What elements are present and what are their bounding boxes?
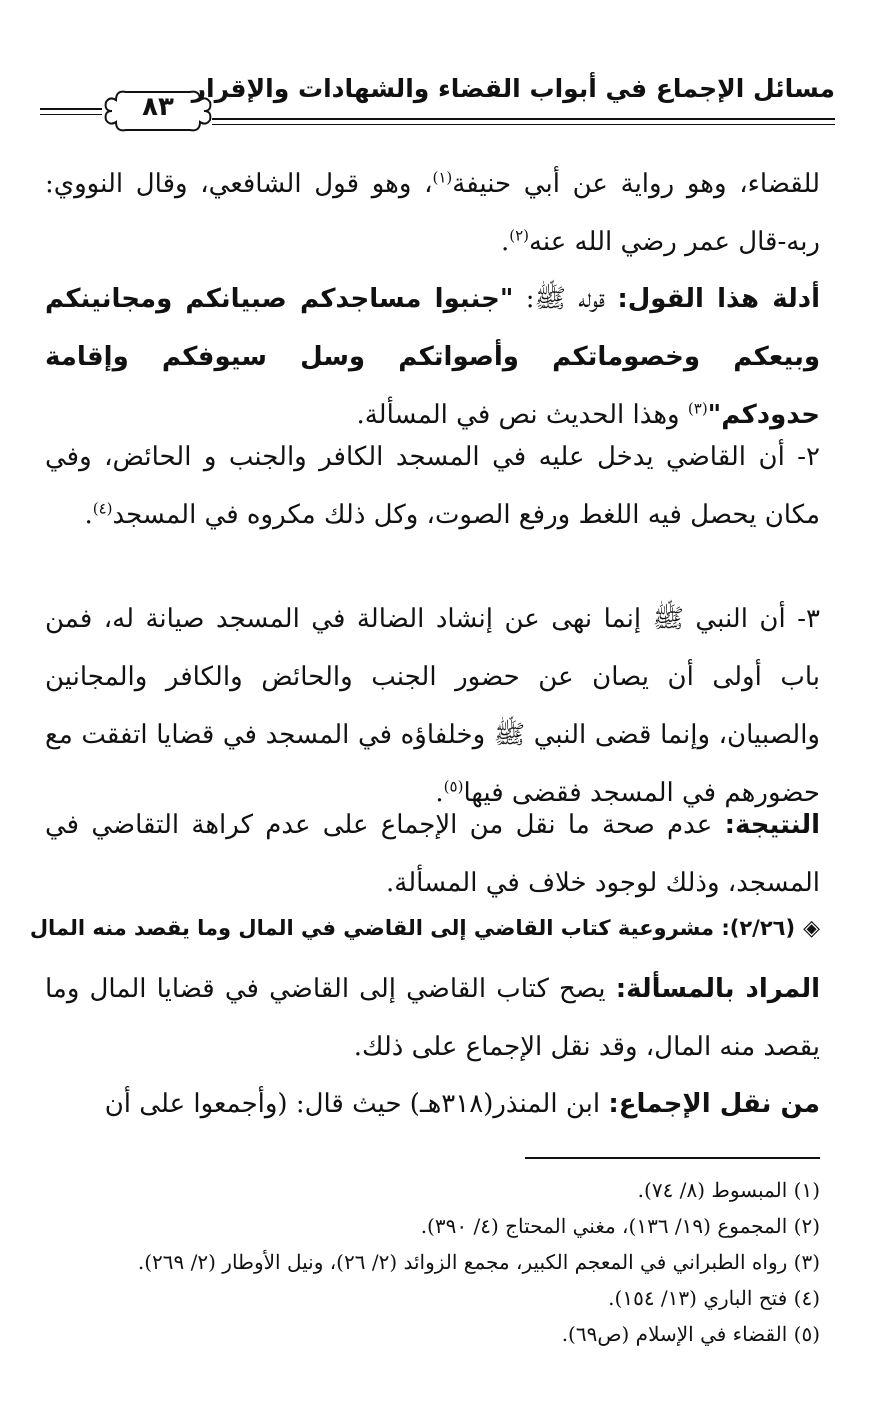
conclusion-label: النتيجة: bbox=[724, 810, 820, 840]
paragraph-continuation: للقضاء، وهو رواية عن أبي حنيفة$^{(١)}$، وهو قول الشافعي، وقال النووي: ربه-قال عمر رضي الله عنه$^{(٢)}$. bbox=[45, 168, 820, 257]
footnote-2: (٢) المجموع (١٩/ ١٣٦)، مغني المحتاج (٤/ ٣٩٠). bbox=[420, 1214, 820, 1238]
consensus-label: من نقل الإجماع: bbox=[608, 1089, 820, 1119]
evidence-label: أدلة هذا القول: bbox=[617, 284, 821, 314]
footnote-ref: (٥) bbox=[443, 777, 464, 796]
header-rule-left-top bbox=[40, 108, 102, 110]
paragraph-meaning: المراد بالمسألة: يصح كتاب القاضي إلى القاضي في قضايا المال وما يقصد منه المال، وقد نقل الإجماع على ذلك. bbox=[45, 974, 821, 1062]
header-rule-left-bottom bbox=[40, 114, 102, 115]
page-number-ornament bbox=[102, 86, 214, 136]
page-header bbox=[40, 70, 835, 150]
footnote-ref: (١) bbox=[432, 168, 453, 187]
paragraph-consensus-source: من نقل الإجماع: ابن المنذر(٣١٨هـ) حيث قال: (وأجمعوا على أن bbox=[104, 1089, 820, 1119]
footnote-1: (١) المبسوط (٨/ ٧٤). bbox=[637, 1178, 820, 1202]
header-rule-bottom bbox=[212, 124, 835, 125]
footnote-3: (٣) رواه الطبراني في المعجم الكبير، مجمع الزوائد (٢/ ٢٦)، ونيل الأوطار (٢/ ٢٦٩). bbox=[137, 1250, 820, 1274]
paragraph-point-3: ٣- أن النبي ﷺ إنما نهى عن إنشاد الضالة في المسجد صيانة له، فمن باب أولى أن يصان عن حضور الجنب والحائض والكافر والمجانين والصبيان، وإنما قضى النبي ﷺ وخلفاؤه في المسجد في قضايا اتفقت مع حضورهم في المسجد فقضى فيها$^{(٥)}$. bbox=[45, 604, 820, 808]
footnote-5: (٥) القضاء في الإسلام (ص٦٩). bbox=[561, 1322, 820, 1346]
header-rule-top bbox=[212, 118, 835, 120]
footnote-separator bbox=[525, 1157, 820, 1159]
page-number: ٨٣ bbox=[142, 92, 174, 122]
paragraph-evidence: أدلة هذا القول: قوله ﷺ: "جنبوا مساجدكم صبيانكم ومجانينكم وبيعكم وخصوماتكم وأصواتكم وسل سيوفكم وإقامة حدودكم"$^{(٣)}$ وهذا الحديث نص في المسألة. bbox=[45, 284, 821, 430]
running-title: مسائل الإجماع في أبواب القضاء والشهادات والإقرار bbox=[191, 74, 835, 103]
hadith-quote: "جنبوا مساجدكم صبيانكم ومجانينكم وبيعكم وخصوماتكم وأصواتكم وسل سيوفكم وإقامة حدودكم" bbox=[45, 284, 820, 430]
paragraph-point-2: ٢- أن القاضي يدخل عليه في المسجد الكافر والجنب و الحائض، وفي مكان يحصل فيه اللغط ورفع الصوت، وكل ذلك مكروه في المسجد$^{(٤)}$. bbox=[45, 442, 820, 530]
footnote-ref: (٣) bbox=[687, 399, 708, 418]
footnote-ref: (٢) bbox=[509, 226, 529, 245]
section-heading: ◈(٢/٢٦): مشروعية كتاب القاضي إلى القاضي في المال وما يقصد منه المال bbox=[29, 916, 820, 941]
diamond-bullet-icon: ◈ bbox=[803, 916, 820, 941]
footnote-4: (٤) فتح الباري (١٣/ ١٥٤). bbox=[608, 1286, 820, 1310]
paragraph-conclusion: النتيجة: عدم صحة ما نقل من الإجماع على عدم كراهة التقاضي في المسجد، وذلك لوجود خلاف في المسألة. bbox=[45, 810, 820, 898]
meaning-label: المراد بالمسألة: bbox=[615, 974, 821, 1004]
footnote-ref: (٤) bbox=[92, 499, 113, 518]
